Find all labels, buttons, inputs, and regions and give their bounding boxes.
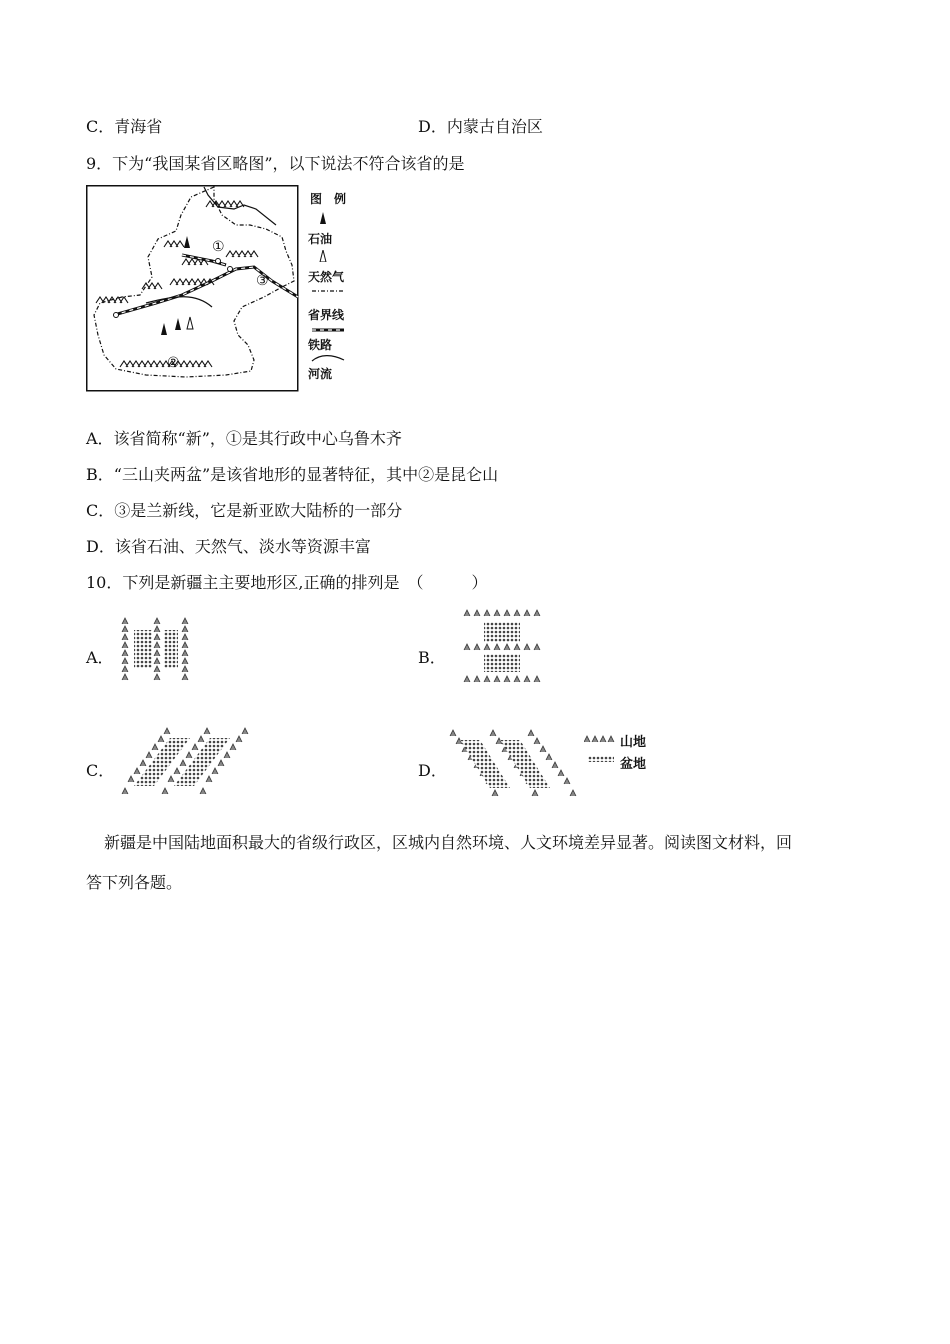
legend-boundary: 省界线 xyxy=(308,308,345,322)
mountain-legend-icon xyxy=(584,734,618,744)
gas-legend-icon xyxy=(316,250,330,262)
passage-line-2: 答下列各题。 xyxy=(86,873,183,892)
q8-option-d: D．内蒙古自治区 xyxy=(418,117,543,136)
q8-option-c: C．青海省 xyxy=(86,117,163,136)
oil-legend-icon xyxy=(316,212,330,224)
boundary-legend-icon xyxy=(310,286,346,296)
q10-option-c-label: C． xyxy=(86,761,115,780)
q10-stem: 10．下列是新疆主主要地形区,正确的排列是 （ ） xyxy=(86,573,488,592)
q9-option-d: D．该省石油、天然气、淡水等资源丰富 xyxy=(86,537,371,556)
q10-option-c-diagram xyxy=(120,724,250,802)
q9-stem: 9．下为“我国某省区略图”，以下说法不符合该省的是 xyxy=(86,154,465,173)
q9-option-a: A．该省简称“新”，①是其行政中心乌鲁木齐 xyxy=(86,429,402,448)
legend-gas: 天然气 xyxy=(308,270,345,284)
marker-3: ③ xyxy=(256,273,269,289)
q10-option-a-diagram xyxy=(120,616,196,686)
basin-legend-icon xyxy=(588,756,618,764)
legend-title: 图 例 xyxy=(310,192,347,206)
marker-1: ① xyxy=(212,239,225,255)
railway-legend-icon xyxy=(310,325,346,335)
marker-2: ② xyxy=(167,355,180,371)
q10-option-b-diagram xyxy=(462,606,548,686)
map-legend xyxy=(306,188,366,388)
province-map xyxy=(86,185,300,393)
q10-option-d-label: D． xyxy=(418,761,447,780)
legend-basin: 盆地 xyxy=(620,757,647,772)
legend-oil: 石油 xyxy=(308,232,333,246)
passage-line-1: 新疆是中国陆地面积最大的省级行政区，区城内自然环境、人文环境差异显著。阅读图文材料，回 xyxy=(104,833,793,852)
q9-option-c: C．③是兰新线，它是新亚欧大陆桥的一部分 xyxy=(86,501,403,520)
legend-mountain: 山地 xyxy=(620,735,647,750)
q10-option-b-label: B． xyxy=(418,648,446,667)
q9-option-b: B．“三山夹两盆”是该省地形的显著特征，其中②是昆仑山 xyxy=(86,465,499,484)
river-legend-icon xyxy=(310,354,346,364)
q10-option-d-diagram xyxy=(448,726,578,804)
legend-river: 河流 xyxy=(308,367,333,381)
q10-option-a-label: A． xyxy=(86,648,114,667)
legend-railway: 铁路 xyxy=(308,338,333,352)
